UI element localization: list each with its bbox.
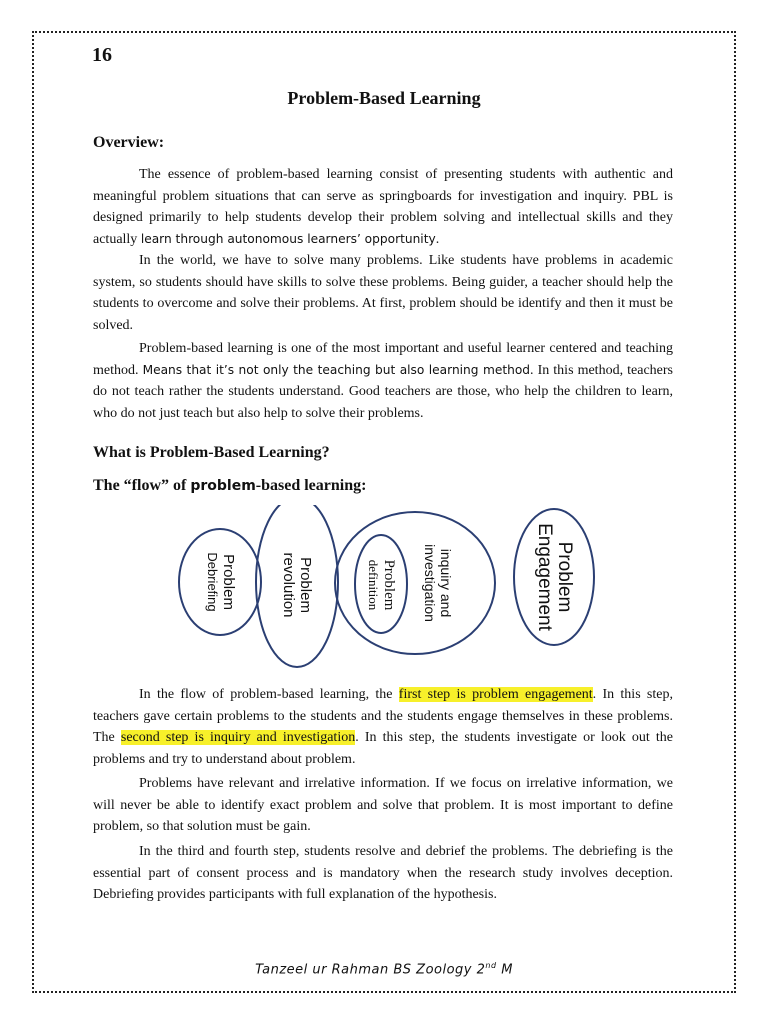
debriefing-line-1: Problem <box>220 554 237 610</box>
overview-heading: Overview: <box>93 134 165 151</box>
p2-text: In the world, we have to solve many problems. Like students have problems in academic system, so students should have skills to solve these problems. Being guider, a teacher should help the students to overcome and solve their problems. At first, problem should be identify and then it must be solved. <box>93 253 673 333</box>
p4-text-a: In the flow of problem-based learning, the <box>139 687 399 702</box>
p1-end: . <box>435 231 440 247</box>
page-title: Problem-Based Learning <box>287 88 481 108</box>
footer-suffix: M <box>496 962 513 978</box>
p3-text: Problem-based learning is one of the most important and useful learner centered and teaching method. <box>93 341 673 378</box>
flow-heading <box>93 477 366 495</box>
page-number: 16 <box>92 44 112 66</box>
footer-sup: nd <box>485 961 497 970</box>
inquiry-line-2: investigation <box>422 544 438 622</box>
p1-text: The essence of problem-based learning consist of presenting students with authentic and meaningful problem situations that can serve as springboards for investigation and inquiry. PBL is designed primarily to help students develop their problem solving and intellectual skills and they actually <box>93 167 673 247</box>
definition-line-2: definition <box>366 559 381 611</box>
definition-line-1: Problem <box>381 559 397 611</box>
flow-heading-a: The “flow” of <box>93 477 191 494</box>
revolution-line-2: revolution <box>280 552 297 618</box>
flow-paragraph-2 <box>93 773 673 838</box>
inquiry-line-1: inquiry and <box>438 548 454 618</box>
flow-heading-c: -based learning: <box>255 477 367 494</box>
inquiry-ellipse <box>335 512 495 654</box>
footer-text: Tanzeel ur Rahman BS Zoology 2 <box>255 962 486 978</box>
p3-end: . In this method, teachers do not teach rather the students understand. Good teachers are those, who help the children to learn, who do not just teach but also help to solve their problems. <box>93 362 673 421</box>
flow-paragraph-3 <box>93 841 673 906</box>
debriefing-line-2: Debriefing <box>205 552 220 612</box>
overview-paragraph-2 <box>93 250 673 336</box>
highlight-first-step: first step is problem engagement <box>398 687 593 702</box>
overview-paragraph-1 <box>93 164 673 250</box>
flow-paragraph-1 <box>93 684 673 770</box>
overview-paragraph-3 <box>93 338 673 424</box>
engagement-line-2: Engagement <box>534 523 555 631</box>
p6-text: In the third and fourth step, students resolve and debrief the problems. The debriefing is the essential part of consent process and is mandatory when the research study involves deception. Debriefing provides participants with full explanation of the hypothesis. <box>93 844 673 902</box>
page-footer <box>0 961 768 977</box>
p1-sans-text: learn through autonomous learners’ opportunity <box>140 231 436 246</box>
revolution-line-1: Problem <box>297 557 314 613</box>
engagement-line-1: Problem <box>554 541 575 613</box>
highlight-second-step: second step is inquiry and investigation <box>120 730 356 745</box>
pbl-flow-diagram <box>170 505 600 675</box>
p4-text-c: . In this step, the students investigate or look out the problems and try to understand about problem. <box>93 730 673 767</box>
p4-text-b: . In this step, teachers gave certain problems to the students and the students engage themselves in these problems. The <box>93 687 673 745</box>
flow-heading-b: problem <box>190 478 256 494</box>
p3-sans-text: Means that it’s not only the teaching but also learning method <box>142 362 531 377</box>
what-is-heading: What is Problem-Based Learning? <box>93 444 330 461</box>
p5-text: Problems have relevant and irrelative information. If we focus on irrelative information, we will never be able to identify exact problem and solve that problem. It is most important to define problem, so that solution must be gain. <box>93 776 673 834</box>
